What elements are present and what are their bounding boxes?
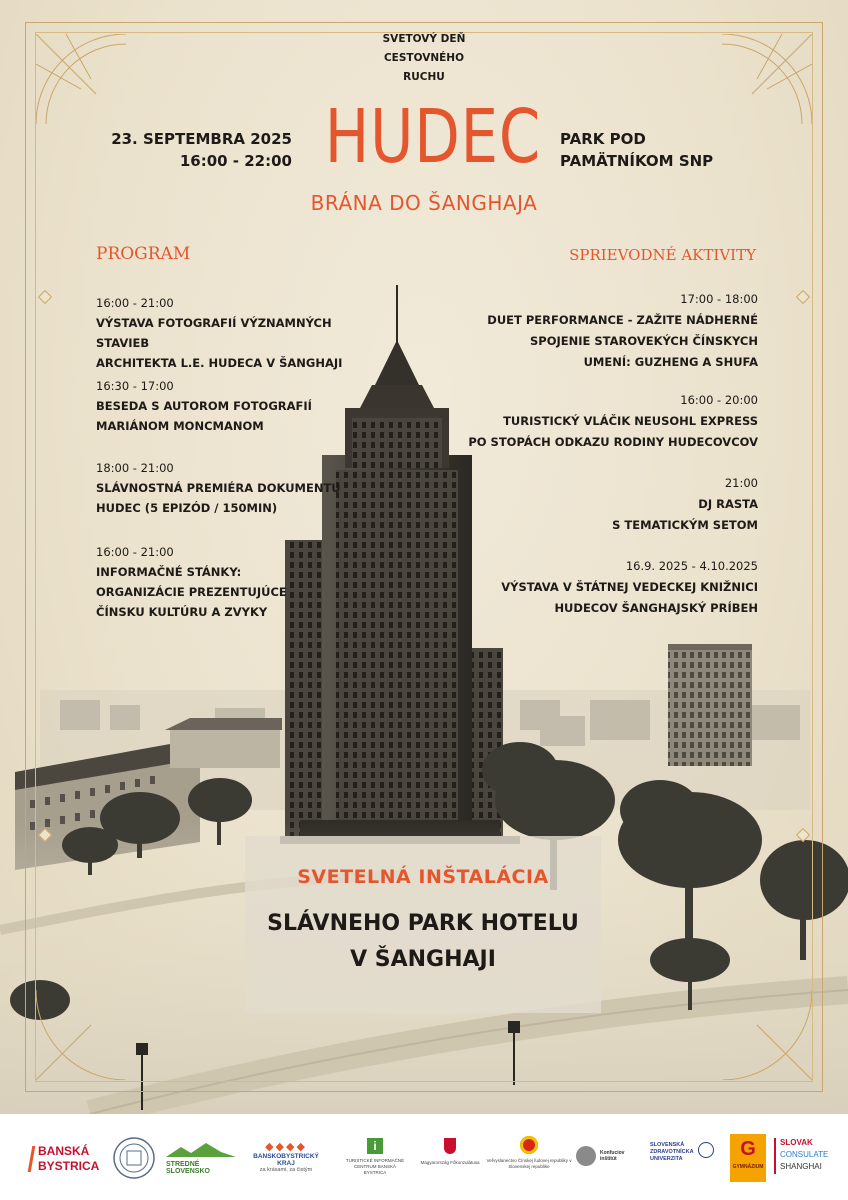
corner-ornament-bottom-left [36, 990, 126, 1080]
activity-text: PO STOPÁCH ODKAZU RODINY HUDECOVCOV [468, 435, 758, 449]
program-item [96, 458, 376, 518]
activity-item [458, 473, 758, 536]
g-letter-icon: G [740, 1138, 756, 1160]
logo-text: Magyarország Főkonzulátusa [420, 1160, 480, 1165]
activity-item [458, 556, 758, 619]
confucius-seal-icon [576, 1146, 596, 1166]
activity-text: S TEMATICKÝM SETOM [612, 518, 758, 532]
activity-text: HUDECOV ŠANGHAJSKÝ PRÍBEH [554, 601, 758, 615]
program-text: BESEDA S AUTOROM FOTOGRAFIÍ [96, 399, 312, 413]
light-installation-heading: SVETELNÁ INŠTALÁCIA [297, 866, 549, 888]
gymnazium-logo [730, 1134, 766, 1182]
event-date: 23. SEPTEMBRA 2025 [111, 130, 292, 148]
hungarian-consulate-logo [420, 1138, 480, 1182]
activities-heading: SPRIEVODNÉ AKTIVITY [569, 246, 756, 264]
logo-text: BANSKÁ [38, 1144, 90, 1158]
program-item [96, 376, 376, 436]
slovak-consulate-shanghai-logo [774, 1138, 830, 1178]
city-seal-logo [112, 1136, 156, 1180]
program-text: HUDEC (5 EPIZÓD / 150MIN) [96, 501, 278, 515]
logo-text: STREDNÉ SLOVENSKO [166, 1161, 210, 1175]
program-text: MARIÁNOM MONCMANOM [96, 419, 264, 433]
logo-text: SLOVENSKÁ ZDRAVOTNÍCKA UNIVERZITA [650, 1142, 694, 1162]
national-emblem-icon [520, 1136, 538, 1154]
confucius-institute-logo [576, 1146, 640, 1170]
light-installation-line: SLÁVNEHO PARK HOTELU [267, 911, 579, 936]
program-time: 16:00 - 21:00 [96, 545, 174, 559]
world-tourism-day-label [374, 30, 474, 87]
stredne-slovensko-logo [166, 1142, 236, 1175]
partner-logos-bar [0, 1114, 848, 1200]
event-place-block [560, 128, 713, 172]
activity-time: 21:00 [724, 476, 758, 490]
activity-time: 16.9. 2025 - 4.10.2025 [625, 559, 758, 573]
logo-text: CONSULATE [780, 1150, 829, 1159]
program-text: ORGANIZÁCIE PREZENTUJÚCE [96, 585, 287, 599]
mountain-icon [166, 1143, 236, 1157]
activity-item [458, 289, 758, 373]
event-title: HUDEC [324, 94, 541, 180]
program-heading: PROGRAM [96, 244, 191, 264]
program-text: ARCHITEKTA L.E. HUDECA V ŠANGHAJI [96, 356, 343, 370]
activity-text: VÝSTAVA V ŠTÁTNEJ VEDECKEJ KNIŽNICI [501, 580, 758, 594]
small-heading-line: RUCHU [403, 71, 445, 83]
corner-ornament-bottom-right [722, 990, 812, 1080]
coat-of-arms-icon [444, 1138, 456, 1154]
program-text: VÝSTAVA FOTOGRAFIÍ VÝZNAMNÝCH STAVIEB [96, 316, 332, 350]
event-time: 16:00 - 22:00 [179, 152, 292, 170]
event-place-line2: PAMÄTNÍKOM SNP [560, 152, 714, 170]
program-text: SLÁVNOSTNÁ PREMIÉRA DOKUMENTU [96, 481, 341, 495]
slovak-medical-university-logo [650, 1142, 716, 1178]
event-date-block [111, 128, 292, 172]
activity-text: SPOJENIE STAROVEKÝCH ČÍNSKYCH [529, 334, 758, 348]
logo-text: Konfuciov inštitút [600, 1150, 625, 1162]
logo-text: BANSKOBYSTRICKÝ KRAJ [253, 1153, 319, 1167]
light-installation-text [245, 906, 601, 978]
light-installation-line: V ŠANGHAJI [350, 947, 496, 972]
activity-text: DUET PERFORMANCE - ZAŽITE NÁDHERNÉ [487, 313, 758, 327]
banska-bystrica-logo [30, 1142, 110, 1178]
dots-icon: ◆◆◆◆ [265, 1140, 307, 1153]
logo-subtext: za krásami, za čistým [259, 1167, 313, 1173]
program-time: 16:30 - 17:00 [96, 379, 174, 393]
logo-text: SHANGHAI [780, 1162, 822, 1171]
activity-item [458, 390, 758, 453]
program-time: 16:00 - 21:00 [96, 296, 174, 310]
banskobystricky-kraj-logo [246, 1140, 326, 1174]
logo-text: TURISTICKÉ INFORMAČNÉ CENTRUM BANSKÁ BYSTRICA [345, 1158, 405, 1175]
logo-text: BYSTRICA [38, 1159, 100, 1173]
event-place-line1: PARK POD [560, 130, 646, 148]
activity-text: TURISTICKÝ VLÁČIK NEUSOHL EXPRESS [503, 414, 758, 428]
university-emblem-icon [698, 1142, 714, 1158]
corner-ornament-top-right [722, 34, 812, 124]
program-item [96, 542, 376, 622]
logo-text: SLOVAK [780, 1138, 813, 1147]
logo-text: Veľvyslanectvo Čínskej ľudovej republiky v Slovenskej republike [486, 1158, 572, 1169]
tourist-info-logo [345, 1138, 405, 1182]
program-item [96, 293, 376, 373]
event-subtitle: BRÁNA DO ŠANGHAJA [310, 191, 538, 215]
program-text: ČÍNSKU KULTÚRU A ZVYKY [96, 605, 268, 619]
info-icon: i [367, 1138, 383, 1154]
light-installation-panel [245, 836, 601, 1013]
small-heading-line: CESTOVNÉHO [383, 52, 465, 64]
activity-time: 16:00 - 20:00 [680, 393, 758, 407]
activity-text: UMENÍ: GUZHENG A SHUFA [583, 355, 758, 369]
program-time: 18:00 - 21:00 [96, 461, 174, 475]
program-text: INFORMAČNÉ STÁNKY: [96, 565, 242, 579]
corner-ornament-top-left [36, 34, 126, 124]
activity-time: 17:00 - 18:00 [680, 292, 758, 306]
small-heading-line: SVETOVÝ DEŇ [382, 33, 466, 45]
chinese-embassy-logo [486, 1136, 572, 1182]
logo-text: GYMNÁZIUM [732, 1164, 764, 1170]
activity-text: DJ RASTA [698, 497, 758, 511]
